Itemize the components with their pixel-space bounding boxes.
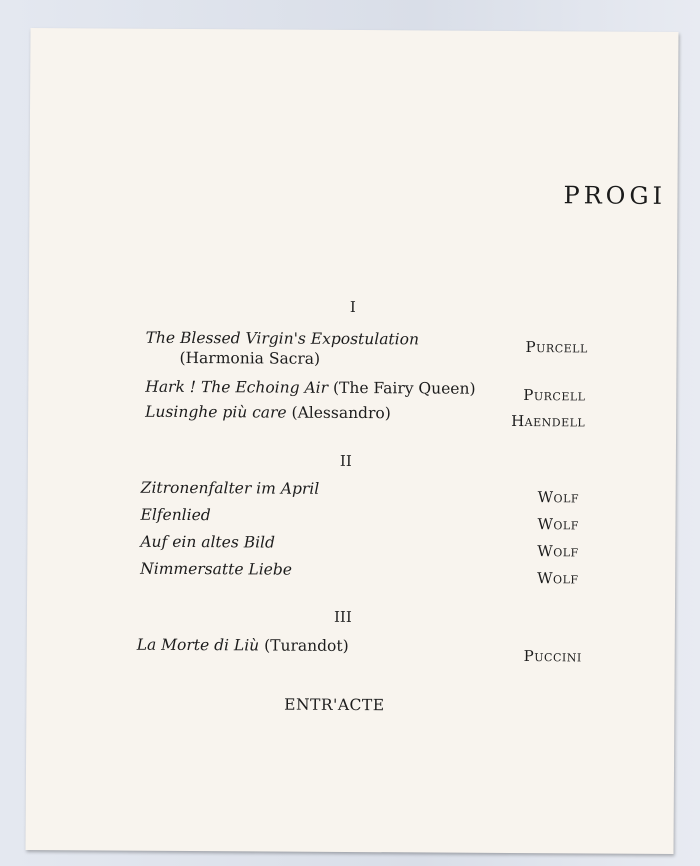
program-item bbox=[141, 479, 320, 498]
composer-name: Purcell bbox=[525, 338, 588, 357]
section-numeral-3: III bbox=[333, 607, 352, 627]
composer-name: Wolf bbox=[537, 542, 579, 561]
composer-name: Puccini bbox=[523, 647, 582, 666]
program-item bbox=[137, 636, 349, 655]
program-item bbox=[145, 329, 419, 369]
piece-source: (Harmonia Sacra) bbox=[179, 348, 321, 368]
program-item bbox=[145, 403, 391, 423]
piece-title: La Morte di Liù bbox=[136, 635, 260, 655]
piece-title: Elfenlied bbox=[140, 505, 211, 525]
composer-name: Wolf bbox=[537, 569, 579, 588]
piece-source: (Alessandro) bbox=[291, 403, 391, 423]
entracte-heading: ENTR'ACTE bbox=[284, 695, 385, 715]
piece-title: The Blessed Virgin's Expostulation bbox=[145, 328, 420, 349]
composer-name: Wolf bbox=[537, 515, 579, 534]
composer-name: Purcell bbox=[523, 386, 586, 405]
piece-source: (The Fairy Queen) bbox=[332, 378, 476, 398]
piece-title: Nimmersatte Liebe bbox=[140, 559, 293, 579]
program-item bbox=[140, 560, 292, 579]
section-numeral-2: II bbox=[339, 451, 352, 470]
composer-name: Wolf bbox=[537, 488, 580, 507]
page-title: PROGI bbox=[563, 181, 667, 210]
program-item bbox=[145, 378, 475, 398]
piece-title: Hark ! The Echoing Air bbox=[145, 377, 329, 397]
piece-source: (Turandot) bbox=[264, 636, 349, 655]
section-numeral-1: I bbox=[349, 297, 356, 317]
composer-name: Haendell bbox=[511, 411, 586, 431]
piece-title: Lusinghe più care bbox=[145, 402, 287, 422]
program-item bbox=[140, 533, 275, 552]
piece-title: Auf ein altes Bild bbox=[140, 532, 276, 552]
piece-title: Zitronenfalter im April bbox=[140, 478, 320, 498]
program-item bbox=[140, 506, 210, 524]
program-page bbox=[25, 28, 678, 854]
